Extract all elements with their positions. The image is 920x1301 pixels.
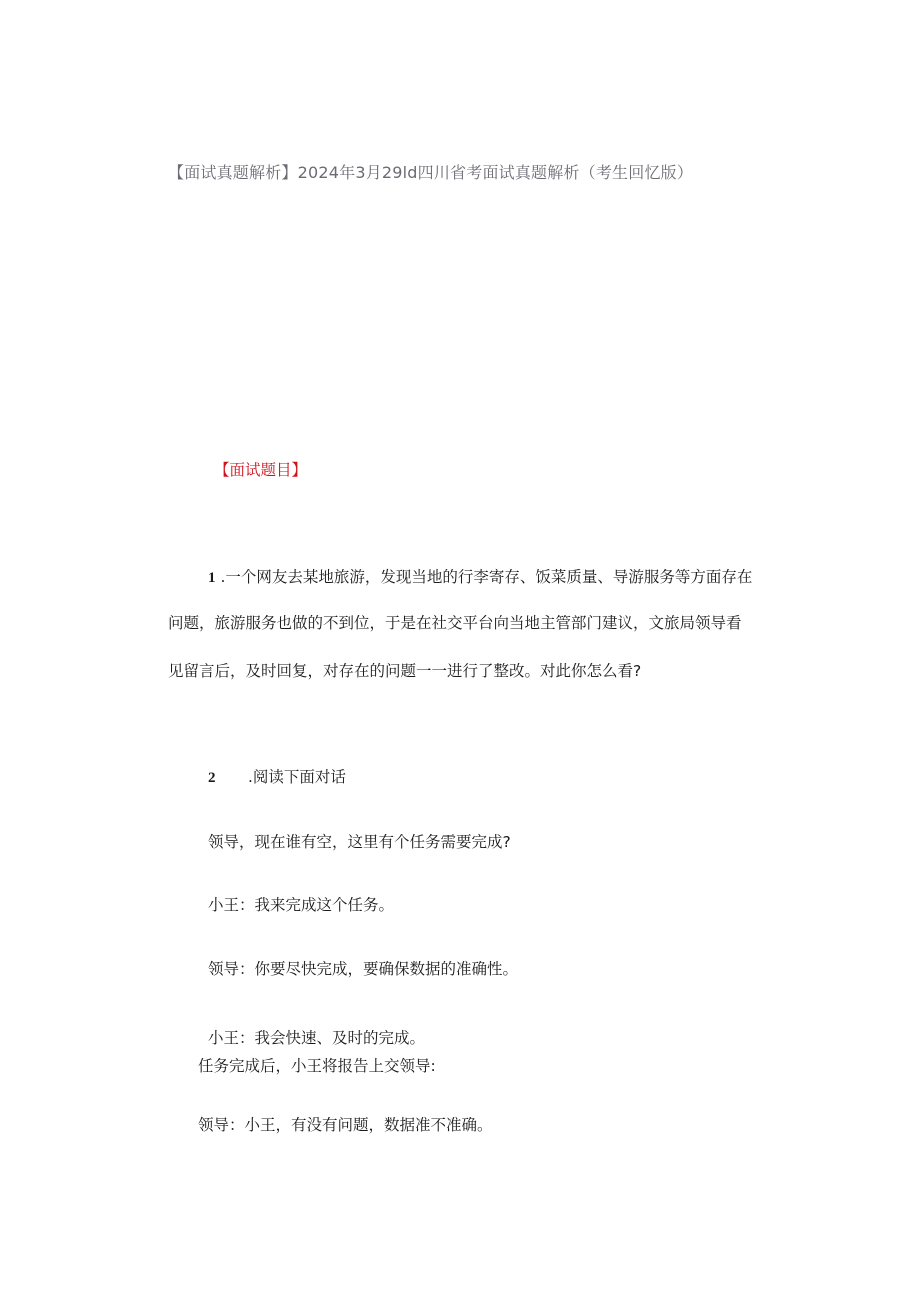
question-2-title: .阅读下面对话 [248, 768, 346, 786]
dialogue-line: 领导：你要尽快完成，要确保数据的准确性。 [208, 960, 519, 978]
question-2-heading [208, 767, 346, 788]
dialogue-line: 小王：我来完成这个任务。 [208, 896, 395, 914]
question-1-text-line-1: .一个网友去某地旅游，发现当地的行李寄存、饭菜质量、导游服务等方面存在 [220, 568, 753, 586]
dialogue-line: 小王：我会快速、及时的完成。 [208, 1029, 426, 1047]
question-1-line-3: 见留言后，及时回复，对存在的问题一一进行了整改。对此你怎么看? [168, 662, 642, 680]
question-1-number: 1 [208, 570, 216, 586]
dialogue-line: 任务完成后，小王将报告上交领导: [198, 1057, 436, 1075]
dialogue-line: 领导，现在谁有空，这里有个任务需要完成? [208, 833, 511, 851]
question-1-line-1 [208, 567, 752, 588]
question-1-line-2: 问题，旅游服务也做的不到位，于是在社交平台向当地主管部门建议，文旅局领导看 [168, 614, 742, 632]
document-title: 【面试真题解析】2024年3月29ld四川省考面试真题解析（考生回忆版） [168, 163, 694, 182]
question-2-number: 2 [208, 770, 216, 786]
dialogue-line: 领导：小王，有没有问题，数据准不准确。 [198, 1116, 493, 1134]
section-heading: 【面试题目】 [214, 461, 308, 479]
